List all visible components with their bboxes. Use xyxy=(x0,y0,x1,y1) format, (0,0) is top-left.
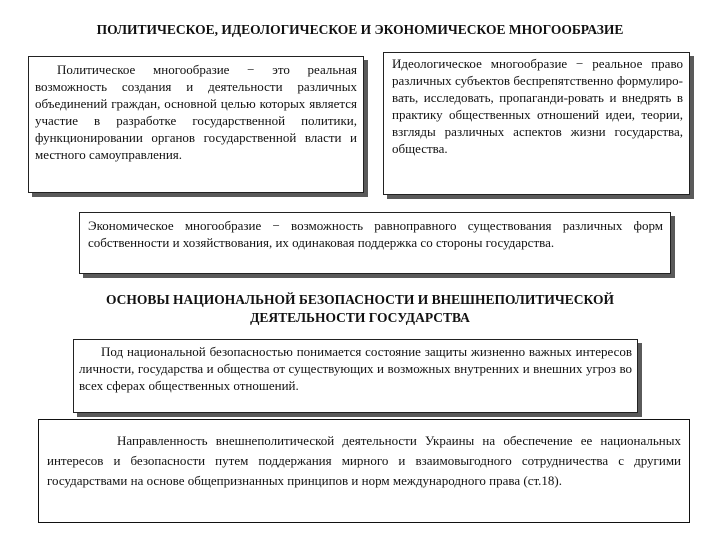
political-diversity-box xyxy=(28,56,364,193)
ideological-diversity-box xyxy=(383,52,690,195)
foreign-policy-box xyxy=(38,419,690,523)
national-security-text: Под национальной безопасностью понимается состояние защиты жизненно важных интересов личности, государства и общества от существующих и возможных внутренних и внешних угроз во всех сферах общественных отношений. xyxy=(79,344,632,393)
foreign-policy-text: Направленность внешнеполитической деятельности Украины на обеспечение ее национальных интересов и безопасности путем поддержания мирного и взаимовыгодного сотрудничества с другими государствами на основе общепризнанных принципов и норм международного права (ст.18). xyxy=(47,433,681,488)
national-security-box xyxy=(73,339,638,413)
section2-title-line1: ОСНОВЫ НАЦИОНАЛЬНОЙ БЕЗОПАСНОСТИ И ВНЕШНЕПОЛИТИЧЕСКОЙ xyxy=(106,292,614,307)
ideological-diversity-text: Идеологическое многообразие − реальное право различных субъектов беспрепятственно формулиро-вать, исследовать, пропаганди-ровать и внедрять в практику общественных отношений идеи, теории, взгляды различных аспектов жизни государства, общества. xyxy=(392,56,683,156)
economic-diversity-box xyxy=(79,212,671,274)
economic-diversity-text: Экономическое многообразие − возможность равноправного существования различных форм собственности и хозяйствования, их одинаковая поддержка со стороны государства. xyxy=(88,218,663,250)
section2-title-line2: ДЕЯТЕЛЬНОСТИ ГОСУДАРСТВА xyxy=(250,310,470,325)
section1-title: ПОЛИТИЧЕСКОЕ, ИДЕОЛОГИЧЕСКОЕ И ЭКОНОМИЧЕСКОЕ МНОГООБРАЗИЕ xyxy=(96,22,624,37)
political-diversity-text: Политическое многообразие − это реальная возможность создания и деятельности различных объединений граждан, основной целью которых является участие в разработке государственной политики, функционировании органов государственной власти и местного самоуправления. xyxy=(35,62,357,162)
